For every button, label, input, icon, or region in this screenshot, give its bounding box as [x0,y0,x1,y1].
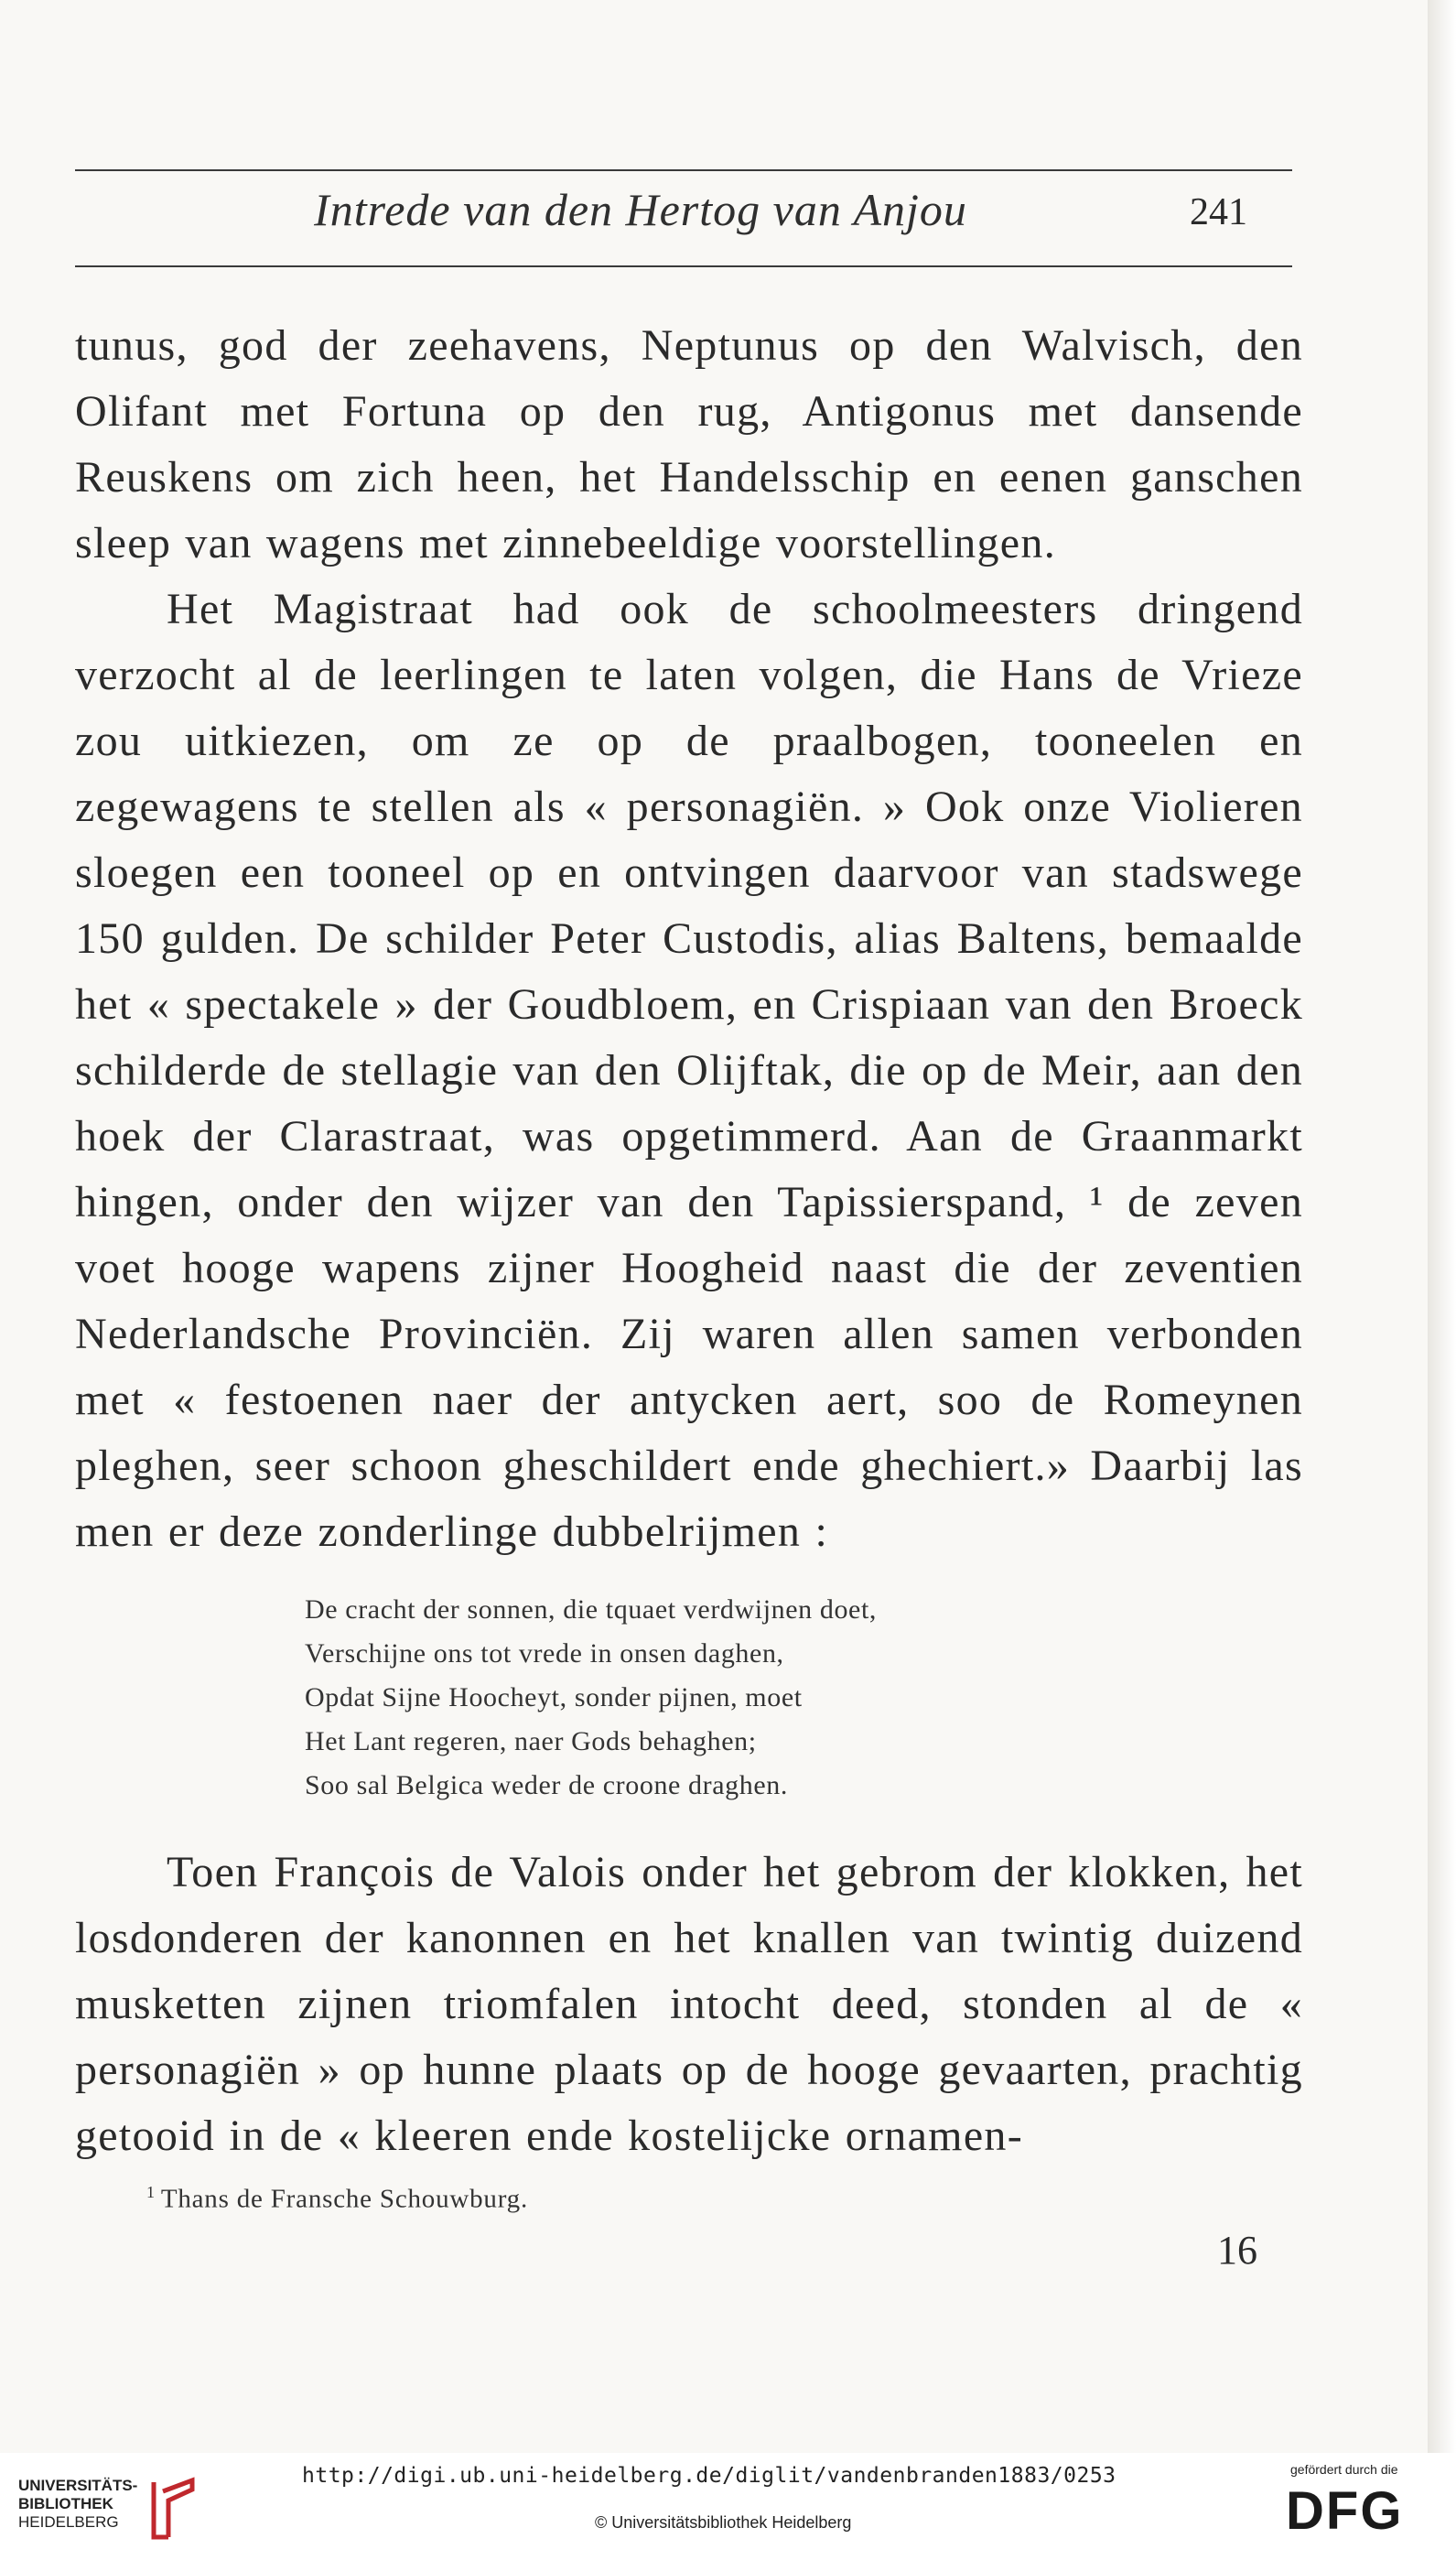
funder-name: DFG [1286,2481,1404,2541]
library-name: UNIVERSITÄTS- BIBLIOTHEK HEIDELBERG [18,2477,138,2531]
page-edge [1428,0,1456,2453]
paragraph-continuation: tunus, god der zeehavens, Neptunus op den Walvisch, den Olifant met Fortuna op den rug, Antigonus met dansende Reuskens om zich heen, het Handelsschip en eenen ganschen sleep van wagens met zinnebeeldige voorstellingen. [75,321,1303,567]
signature-mark: 16 [1217,2228,1257,2273]
verse-line: Verschijne ons tot vrede in onsen daghen, [305,1638,784,1669]
page-number: 241 [1190,191,1247,233]
dfg-logo [1286,2462,1441,2554]
verse-line: Opdat Sijne Hoocheyt, sonder pijnen, moet [305,1682,803,1712]
body-text-top [75,313,1303,1565]
library-logo[interactable] [18,2471,220,2554]
header-rule-top [75,169,1292,171]
verse-block [305,1588,1128,1808]
verse-line: Het Lant regeren, naer Gods behaghen; [305,1726,757,1756]
footnote-marker: 1 [146,2183,156,2201]
footnote-text: Thans de Fransche Schouwburg. [160,2184,529,2214]
body-text-bottom [75,1840,1303,2169]
verse-line: De cracht der sonnen, die tquaet verdwijnen doet, [305,1594,878,1625]
funder-note: gefördert durch die [1290,2462,1398,2477]
header-rule-bottom [75,265,1292,267]
footnote [146,2183,528,2215]
library-emblem-icon [146,2473,201,2546]
verse-line: Soo sal Belgica weder de croone draghen. [305,1770,788,1800]
document-url-link[interactable]: http://digi.ub.uni-heidelberg.de/diglit/vandenbranden1883/0253 [302,2464,1116,2488]
paragraph-magistraat: Het Magistraat had ook de schoolmeesters dringend verzocht al de leerlingen te laten volgen, die Hans de Vrieze zou uitkiezen, om ze op de praalbogen, tooneelen en zegewagens te stellen als « personagiën. » Ook onze Violieren sloegen een tooneel op en ontvingen daarvoor van stadswege 150 gulden. De schilder Peter Custodis, alias Baltens, bemaalde het « spectakele » der Goudbloem, en Crispiaan van den Broeck schilderde de stellagie van den Olijftak, die op de Meir, aan den hoek der Clarastraat, was opgetimmerd. Aan de Graanmarkt hingen, onder den wijzer van den Tapissierspand, ¹ de zeven voet hooge wapens zijner Hoogheid naast die der zeventien Nederlandsche Provinciën. Zij waren allen samen verbonden met « festoenen naer der antycken aert, soo de Romeynen pleghen, seer schoon gheschildert ende ghechiert.» Daarbij las men er deze zonderlinge dubbelrijmen : [75,585,1303,1556]
paragraph-francois: Toen François de Valois onder het gebrom der klokken, het losdonderen der kanonnen en het knallen van twintig duizend musketten zijnen triomfalen intocht deed, stonden al de « personagiën » op hunne plaats op de hooge gevaarten, prachtig getooid in de « kleeren ende kostelijcke ornamen- [75,1848,1303,2160]
copyright-notice: © Universitätsbibliothek Heidelberg [595,2513,852,2532]
running-title: Intrede van den Hertog van Anjou [314,184,967,235]
footer-bar [0,2453,1456,2560]
